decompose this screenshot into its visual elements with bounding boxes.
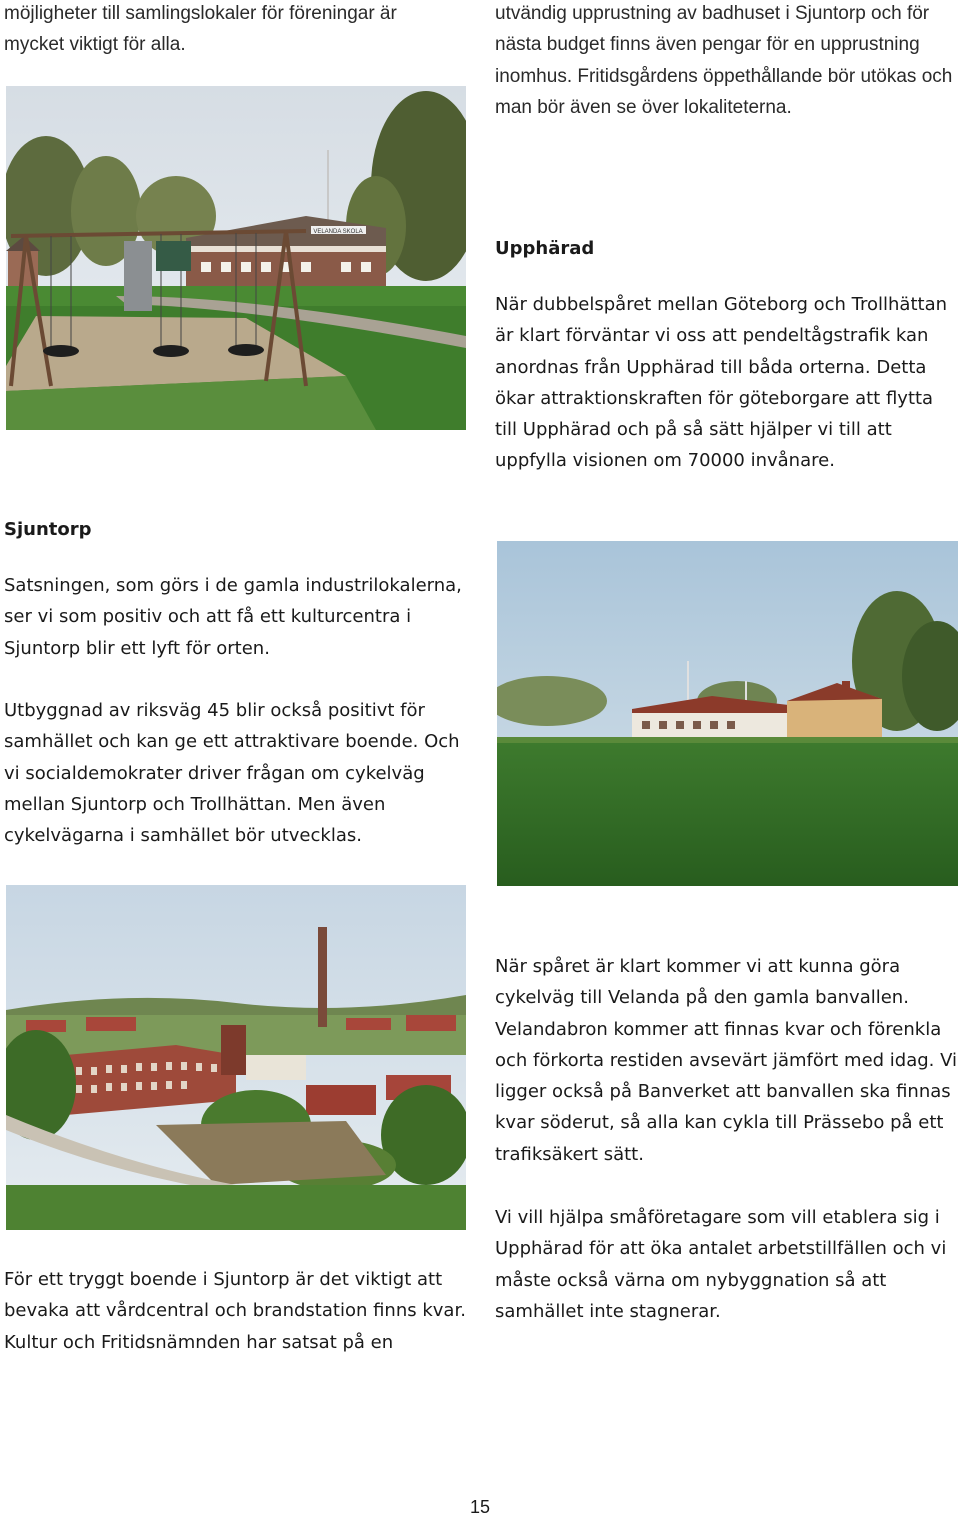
sjuntorp-paragraph-3: För ett tryggt boende i Sjuntorp är det viktigt att bevaka att vårdcentral och brandstation finns kvar. Kultur och Fritidsnämnden har satsat på en bbox=[4, 1269, 466, 1353]
left-top-paragraph: möjligheter till samlingslokaler för föreningar är mycket viktigt för alla. bbox=[4, 3, 397, 56]
sjuntorp-paragraph-2: Utbyggnad av riksväg 45 blir också positivt för samhället och kan ge ett attraktivare boende. Och vi socialdemokrater driver frågan om cykelväg mellan Sjuntorp och Trollhättan. Men även cykelvägarna i samhället bör utvecklas. bbox=[4, 700, 460, 847]
page-number: 15 bbox=[469, 1497, 491, 1517]
sjuntorp-town-photo bbox=[6, 885, 466, 1230]
upphard-paragraph-2: När spåret är klart kommer vi att kunna göra cykelväg till Velanda på den gamla banvallen. Velandabron kommer att finnas kvar och förenkla och förkorta restiden avsevärt jämfört med idag. Vi ligger också på Banverket att banvallen ska finnas kvar söderut, så alla kan cykla till Prässebo på ett trafiksäkert sätt. bbox=[495, 956, 958, 1165]
school-sign-text: VELANDA SKOLA bbox=[313, 229, 363, 235]
sjuntorp-paragraph-1: Satsningen, som görs i de gamla industrilokalerna, ser vi som positiv och att få ett kulturcentra i Sjuntorp blir ett lyft för orten. bbox=[4, 575, 462, 659]
playground-photo bbox=[6, 86, 466, 430]
sjuntorp-heading: Sjuntorp bbox=[4, 519, 92, 540]
right-top-paragraph: utvändig upprustning av badhuset i Sjuntorp och för nästa budget finns även pengar för en upprustning inomhus. Fritidsgårdens öppethållande bör utökas och man bör även se över lokaliteterna. bbox=[495, 3, 953, 118]
school-field-photo bbox=[497, 541, 958, 886]
upphard-heading: Upphärad bbox=[495, 238, 595, 259]
upphard-paragraph-1: När dubbelspåret mellan Göteborg och Trollhättan är klart förväntar vi oss att pendeltågstrafik kan anordnas från Upphärad till båda orterna. Detta ökar attraktionskraften för göteborgare att flytta till Upphärad och på så sätt hjälper vi till att uppfylla visionen om 70000 invånare. bbox=[495, 294, 948, 472]
upphard-paragraph-3: Vi vill hjälpa småföretagare som vill etablera sig i Upphärad för att öka antalet arbetstillfällen och vi måste också värna om nybyggnation så att samhället inte stagnerar. bbox=[495, 1207, 947, 1322]
